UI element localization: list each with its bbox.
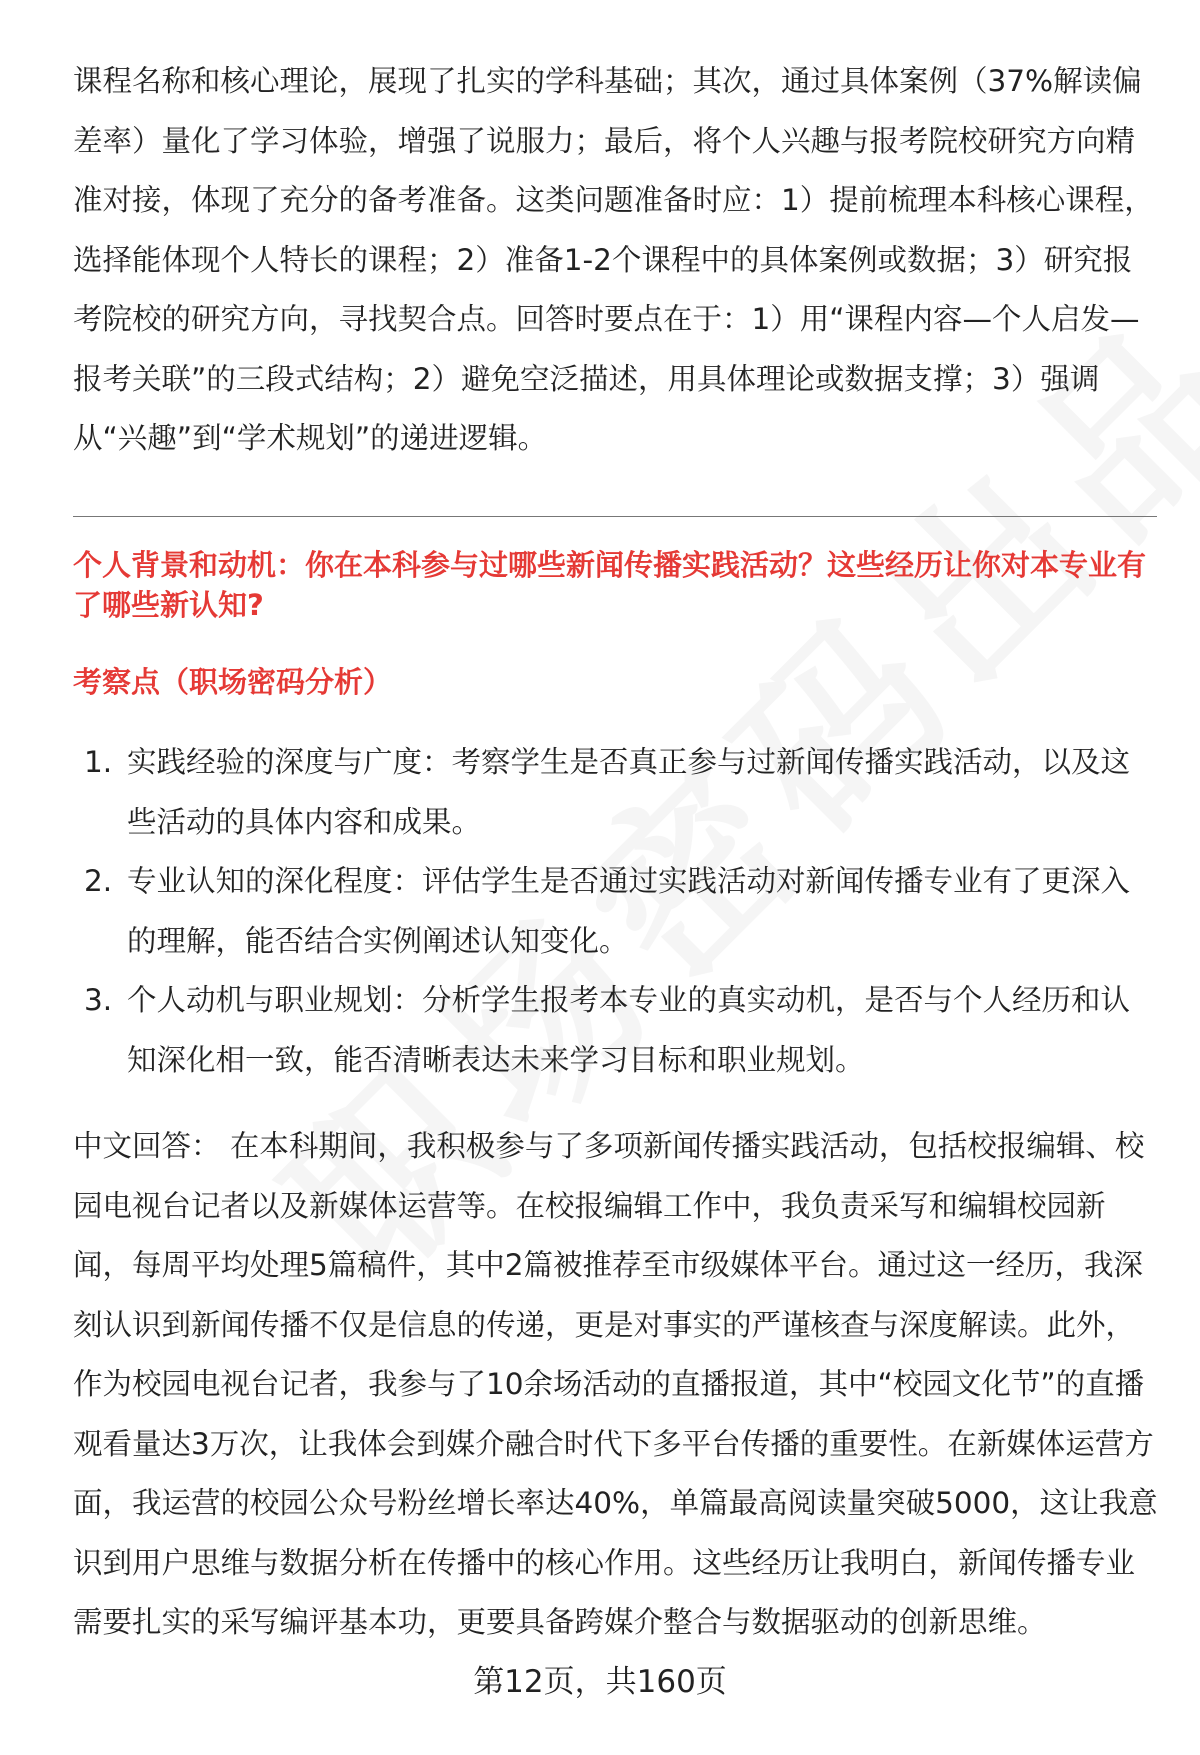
list-item-number: 2.: [84, 864, 113, 898]
intro-paragraph: 课程名称和核心理论，展现了扎实的学科基础；其次，通过具体案例（37%解读偏差率）量化了学习体验，增强了说服力；最后，将个人兴趣与报考院校研究方向精准对接，体现了充分的备考准备。这类问题准备时应：1）提前梳理本科核心课程，选择能体现个人特长的课程；2）准备1-2个课程中的具体案例或数据；3）研究报考院校的研究方向，寻找契合点。回答时要点在于：1）用“课程内容—个人启发—报考关联”的三段式结构；2）避免空泛描述，用具体理论或数据支撑；3）强调从“兴趣”到“学术规划”的递进逻辑。: [73, 64, 1154, 455]
list-item-text: 实践经验的深度与广度：考察学生是否真正参与过新闻传播实践活动，以及这些活动的具体内容和成果。: [127, 745, 1131, 839]
list-item-text: 专业认知的深化程度：评估学生是否通过实践活动对新闻传播专业有了更深入的理解，能否结合实例阐述认知变化。: [127, 864, 1131, 958]
answer-paragraph: 中文回答： 在本科期间，我积极参与了多项新闻传播实践活动，包括校报编辑、校园电视台记者以及新媒体运营等。在校报编辑工作中，我负责采写和编辑校园新闻，每周平均处理5篇稿件，其中2篇被推荐至市级媒体平台。通过这一经历，我深刻认识到新闻传播不仅是信息的传递，更是对事实的严谨核查与深度解读。此外，作为校园电视台记者，我参与了10余场活动的直播报道，其中“校园文化节”的直播观看量达3万次，让我体会到媒介融合时代下多平台传播的重要性。在新媒体运营方面，我运营的校园公众号粉丝增长率达40%，单篇最高阅读量突破5000，这让我意识到用户思维与数据分析在传播中的核心作用。这些经历让我明白，新闻传播专业需要扎实的采写编评基本功，更要具备跨媒介整合与数据驱动的创新思维。: [73, 1129, 1158, 1639]
section-divider: [73, 516, 1157, 517]
assessment-heading: 考察点（职场密码分析）: [73, 665, 393, 699]
question-heading: 个人背景和动机：你在本科参与过哪些新闻传播实践活动？这些经历让你对本专业有了哪些新认知?: [73, 548, 1147, 622]
list-item-number: 3.: [84, 983, 113, 1017]
list-item-text: 个人动机与职业规划：分析学生报考本专业的真实动机，是否与个人经历和认知深化相一致，能否清晰表达未来学习目标和职业规划。: [127, 983, 1131, 1077]
page-number-footer: 第12页，共160页: [473, 1664, 727, 1700]
list-item-number: 1.: [84, 745, 113, 779]
